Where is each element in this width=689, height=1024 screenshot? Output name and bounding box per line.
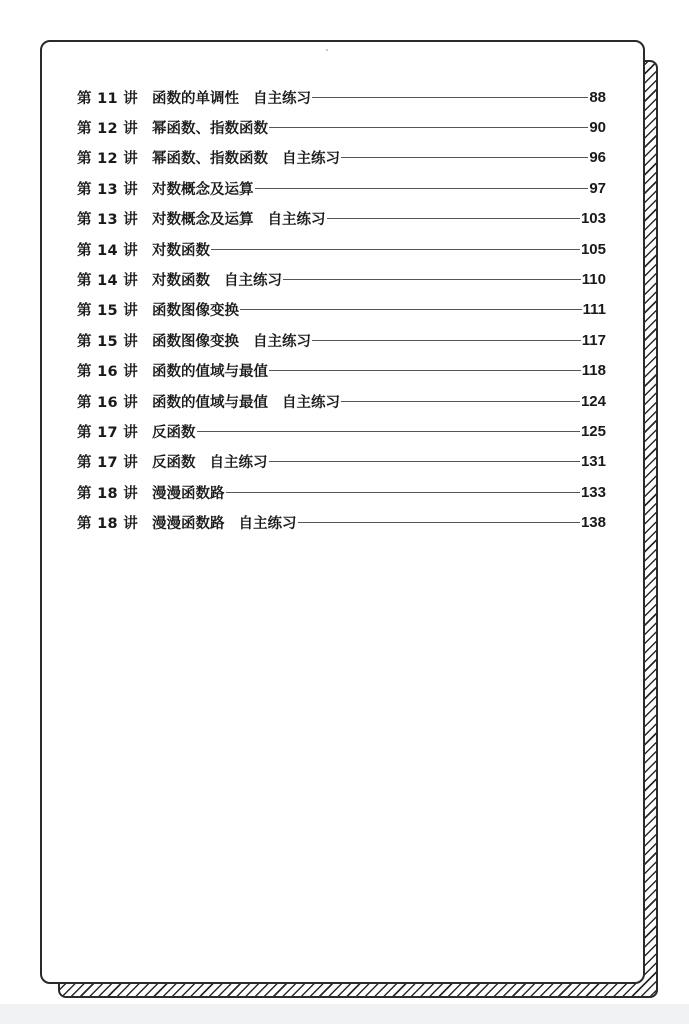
page-number: 97 — [589, 179, 606, 197]
page-number: 138 — [580, 514, 606, 532]
page-number: 118 — [581, 362, 606, 380]
page-number: 125 — [580, 422, 606, 440]
exercise-label: 自主练习 — [238, 516, 297, 533]
page-number: 90 — [589, 119, 606, 137]
exercise-label: 自主练习 — [253, 90, 311, 107]
lecture-number: 第 16 讲 — [77, 364, 139, 381]
toc-entry[interactable] — [77, 112, 606, 142]
lecture-title: 对数概念及运算 — [152, 212, 254, 229]
lecture-title: 函数的值域与最值 — [152, 394, 268, 411]
dot-leader — [298, 522, 580, 523]
dot-leader — [269, 461, 580, 462]
toc-entry[interactable] — [77, 416, 606, 446]
bottom-strip — [0, 1004, 689, 1024]
page-number: 96 — [589, 149, 606, 167]
dot-leader — [240, 309, 582, 310]
page-number: 111 — [582, 301, 606, 319]
page-number: 88 — [589, 88, 606, 106]
lecture-number: 第 12 讲 — [77, 151, 139, 168]
table-of-contents — [77, 82, 606, 538]
lecture-number: 第 17 讲 — [77, 424, 139, 441]
toc-entry[interactable] — [77, 204, 606, 234]
exercise-label: 自主练习 — [282, 394, 340, 411]
toc-entry[interactable] — [77, 295, 606, 325]
toc-entry[interactable] — [77, 325, 606, 355]
toc-entry[interactable] — [77, 264, 606, 294]
toc-entry[interactable] — [77, 82, 606, 112]
dot-leader — [269, 370, 581, 371]
exercise-label: 自主练习 — [209, 455, 268, 472]
page-number: 117 — [581, 331, 606, 349]
exercise-label: 自主练习 — [253, 333, 311, 350]
lecture-title: 漫漫函数路 — [152, 485, 225, 502]
lecture-title: 反函数 — [152, 455, 196, 472]
lecture-number: 第 11 讲 — [77, 90, 139, 107]
lecture-title: 幂函数、指数函数 — [152, 151, 268, 168]
dot-leader — [283, 279, 581, 280]
lecture-number: 第 13 讲 — [77, 181, 139, 198]
page-number: 105 — [580, 240, 606, 258]
toc-entry[interactable] — [77, 386, 606, 416]
page-number: 103 — [580, 210, 606, 228]
toc-entry[interactable] — [77, 477, 606, 507]
page-number: 133 — [580, 483, 606, 501]
lecture-title: 反函数 — [152, 424, 196, 441]
toc-entry[interactable] — [77, 507, 606, 537]
lecture-title: 漫漫函数路 — [152, 516, 225, 533]
lecture-number: 第 15 讲 — [77, 333, 139, 350]
dot-leader — [269, 127, 588, 128]
toc-entry[interactable] — [77, 234, 606, 264]
lecture-number: 第 12 讲 — [77, 121, 139, 138]
paper-speck — [326, 49, 328, 51]
dot-leader — [197, 431, 580, 432]
dot-leader — [255, 188, 589, 189]
toc-entry[interactable] — [77, 447, 606, 477]
lecture-number: 第 18 讲 — [77, 485, 139, 502]
lecture-title: 函数的单调性 — [152, 90, 239, 107]
lecture-number: 第 15 讲 — [77, 303, 139, 320]
lecture-number: 第 14 讲 — [77, 273, 139, 290]
lecture-title: 对数概念及运算 — [152, 181, 254, 198]
lecture-title: 函数的值域与最值 — [152, 364, 268, 381]
toc-entry[interactable] — [77, 356, 606, 386]
lecture-number: 第 13 讲 — [77, 212, 139, 229]
dot-leader — [341, 157, 588, 158]
lecture-number: 第 14 讲 — [77, 242, 139, 259]
exercise-label: 自主练习 — [224, 273, 282, 290]
lecture-number: 第 17 讲 — [77, 455, 139, 472]
lecture-number: 第 18 讲 — [77, 516, 139, 533]
lecture-title: 对数函数 — [152, 273, 210, 290]
lecture-number: 第 16 讲 — [77, 394, 139, 411]
page-number: 110 — [581, 271, 606, 289]
dot-leader — [341, 401, 580, 402]
exercise-label: 自主练习 — [282, 151, 340, 168]
dot-leader — [312, 340, 581, 341]
toc-entry[interactable] — [77, 173, 606, 203]
page-number: 124 — [580, 392, 606, 410]
dot-leader — [226, 492, 580, 493]
lecture-title: 函数图像变换 — [152, 333, 239, 350]
dot-leader — [327, 218, 580, 219]
lecture-title: 函数图像变换 — [152, 303, 239, 320]
dot-leader — [312, 97, 588, 98]
lecture-title: 对数函数 — [152, 242, 210, 259]
page-number: 131 — [580, 453, 606, 471]
lecture-title: 幂函数、指数函数 — [152, 121, 268, 138]
exercise-label: 自主练习 — [267, 212, 326, 229]
toc-entry[interactable] — [77, 143, 606, 173]
dot-leader — [211, 249, 580, 250]
